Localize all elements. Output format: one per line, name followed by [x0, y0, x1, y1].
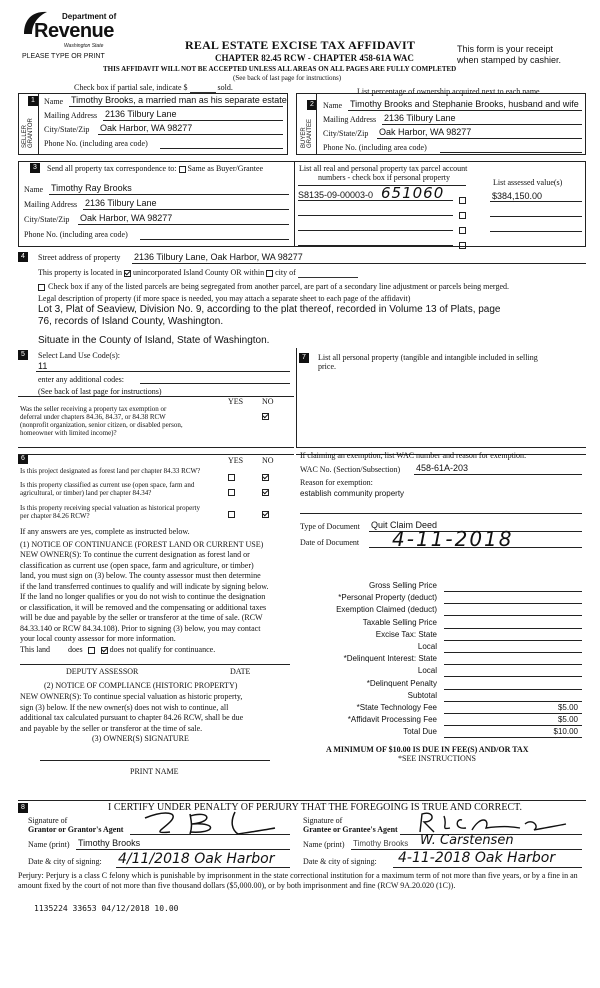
- legal-line2[interactable]: 76, records of Island County, Washington.: [38, 316, 224, 327]
- grantee-sig-label-b: Grantee or Grantee's Agent: [303, 825, 398, 834]
- section-5-number: 5: [18, 350, 28, 360]
- seller-name-line: [69, 106, 283, 107]
- sold-label: sold.: [217, 83, 233, 92]
- compliance-title: (2) NOTICE OF COMPLIANCE (HISTORIC PROPERTY): [44, 681, 238, 690]
- land-label: This land: [20, 645, 50, 654]
- section-3-divider: [294, 161, 295, 247]
- buyer-name-label: Name: [323, 101, 343, 110]
- seller-city[interactable]: Oak Harbor, WA 98277: [100, 123, 193, 133]
- fee-line: [444, 725, 582, 726]
- street-line: [132, 263, 586, 264]
- historic-no-checkbox[interactable]: [262, 511, 269, 518]
- continuance-line-2: classification as current use (open space, farm and agriculture, or timber): [20, 560, 254, 570]
- grantee-name[interactable]: Timothy Brooks: [353, 839, 409, 848]
- if-yes-note: If any answers are yes, complete as instructed below.: [20, 527, 190, 536]
- corr-address[interactable]: 2136 Tilbury Lane: [85, 198, 157, 208]
- historic-q-b: per chapter 84.26 RCW?: [20, 512, 90, 520]
- land-use-line: [36, 371, 290, 372]
- seller-city-line: [98, 134, 283, 135]
- fee-label: *State Technology Fee: [356, 703, 437, 712]
- fee-line: [444, 603, 582, 604]
- continuance-title: (1) NOTICE OF CONTINUANCE (FOREST LAND OR CURRENT USE): [20, 540, 264, 549]
- buyer-city-line: [377, 138, 582, 139]
- fee-line: [444, 652, 582, 653]
- parcel-handwritten: 651060: [381, 184, 445, 202]
- fee-line: [444, 737, 582, 738]
- fee-label: Total Due: [403, 727, 437, 737]
- sec5-no-header: NO: [262, 397, 274, 406]
- section-2-number: 2: [307, 100, 317, 110]
- does-not-qualify-checkbox[interactable]: [101, 647, 108, 654]
- land-use-code[interactable]: 11: [38, 361, 48, 371]
- segregated-checkbox[interactable]: [38, 284, 45, 291]
- legal-line1[interactable]: Lot 3, Plat of Seaview, Division No. 9, according to the plat thereof, recorded in Volume 13 of Plats, page: [38, 304, 501, 315]
- buyer-city-label: City/State/Zip: [323, 129, 369, 138]
- assessed-row1-line: [490, 201, 582, 202]
- fee-value[interactable]: $5.00: [557, 703, 578, 712]
- assessed-header: List assessed value(s): [493, 178, 563, 187]
- dept-line1: Department of: [62, 12, 117, 21]
- parcel-row4-checkbox-wrap: [459, 236, 466, 254]
- exemption-q4: homeowner with limited income)?: [20, 429, 117, 437]
- compliance-line-4: and payable by the seller or transferor at the time of sale.: [20, 723, 203, 733]
- buyer-name[interactable]: Timothy Brooks and Stephanie Brooks, husband and wife: [350, 99, 579, 109]
- current-use-yes-wrap: [228, 483, 235, 501]
- fee-line: [444, 689, 582, 690]
- current-use-yes-checkbox[interactable]: [228, 489, 235, 496]
- fee-label: Taxable Selling Price: [362, 617, 437, 627]
- buyer-side-label: BUYER GRANTEE: [301, 118, 313, 148]
- continuance-line-3: land, you must sign on (3) below. The county assessor must then determine: [20, 571, 261, 580]
- historic-yes-checkbox[interactable]: [228, 511, 235, 518]
- parcel-row4-line[interactable]: [298, 245, 453, 246]
- parcel-row3-checkbox[interactable]: [459, 227, 466, 234]
- located-mid: unincorporated Island County OR within: [132, 268, 265, 277]
- parcel-number[interactable]: S8135-09-00003-0: [298, 190, 374, 200]
- buyer-phone-line[interactable]: [440, 152, 582, 153]
- owner-signature-line[interactable]: [40, 760, 270, 761]
- reason-line[interactable]: [300, 513, 582, 514]
- exemption-q3: (nonprofit organization, senior citizen, or disabled person,: [20, 421, 183, 429]
- partial-sale-amount[interactable]: [190, 83, 216, 93]
- corr-city-line: [78, 224, 289, 225]
- deputy-date-label: DATE: [230, 667, 251, 676]
- fee-value[interactable]: $10.00: [553, 727, 578, 737]
- located-pre: This property is located in: [38, 268, 122, 277]
- see-instructions: *SEE INSTRUCTIONS: [398, 754, 477, 763]
- fee-line: [444, 713, 582, 714]
- forest-yes-checkbox[interactable]: [228, 474, 235, 481]
- city-of-field[interactable]: [298, 268, 358, 278]
- grantee-sig-label-a: Signature of: [303, 816, 343, 825]
- current-use-q-b: agricultural, or timber) land per chapter 84.34?: [20, 489, 152, 497]
- assessed-value[interactable]: $384,150.00: [492, 191, 543, 201]
- buyer-city[interactable]: Oak Harbor, WA 98277: [379, 127, 472, 137]
- grantor-date-label: Date & city of signing:: [28, 857, 102, 866]
- same-as-buyer-checkbox[interactable]: [179, 166, 186, 173]
- parcel-header2: numbers - check box if personal property: [318, 173, 450, 182]
- segregated-row: [38, 282, 509, 291]
- deputy-label: DEPUTY ASSESSOR: [66, 667, 139, 676]
- does-not-label: does not qualify for continuance.: [109, 645, 216, 654]
- segregated-label: Check box if any of the listed parcels are being segregated from another parcel, are part of a secondary line adjustment or parcels being merged.: [48, 282, 509, 291]
- buyer-name-line: [348, 110, 582, 111]
- grantee-date-city[interactable]: 4-11-2018 Oak Harbor: [398, 850, 556, 866]
- partial-sale-label: Check box if partial sale, indicate $: [74, 83, 188, 92]
- current-use-no-checkbox[interactable]: [262, 489, 269, 496]
- fee-label: Local: [417, 642, 437, 651]
- fee-line: [444, 664, 582, 665]
- section-5-divider: [18, 396, 294, 397]
- continuance-line-9: your local county assessor for more information.: [20, 634, 176, 643]
- grantee-name-label: Name (print): [303, 840, 345, 849]
- buyer-phone-label: Phone No. (including area code): [323, 143, 427, 152]
- legal-label: Legal description of property (if more space is needed, you may attach a separate sheet to each page of the affidavit): [38, 294, 411, 303]
- street-label: Street address of property: [38, 253, 121, 262]
- fee-label: Local: [417, 666, 437, 676]
- send-correspondence: [47, 164, 263, 173]
- recording-stamp: 1135224 33653 04/12/2018 10.00: [34, 904, 179, 913]
- compliance-line-3: additional tax calculated pursuant to chapter 84.26 RCW, shall be due: [20, 713, 244, 722]
- seller-phone-line[interactable]: [160, 148, 283, 149]
- fee-line: [444, 628, 582, 629]
- continuance-line-7: will be due and payable by the seller or transferor at the time of sale. (RCW: [20, 613, 263, 622]
- form-subtitle: CHAPTER 82.45 RCW - CHAPTER 458-61A WAC: [215, 53, 414, 63]
- fee-line: [444, 640, 582, 641]
- fee-label: Subtotal: [407, 690, 437, 700]
- seller-name-label: Name: [44, 97, 64, 106]
- doc-date-label: Date of Document: [300, 538, 360, 547]
- does-qualify-checkbox[interactable]: [88, 647, 95, 654]
- send-label: Send all property tax correspondence to:: [47, 164, 177, 173]
- seller-city-label: City/State/Zip: [44, 125, 90, 134]
- parcel-row3-line[interactable]: [298, 230, 453, 231]
- fee-label: *Delinquent Penalty: [366, 678, 437, 688]
- located-post: city of: [275, 268, 296, 277]
- historic-q-a: Is this property receiving special valuation as historical property: [20, 504, 201, 512]
- corr-name[interactable]: Timothy Ray Brooks: [51, 183, 132, 193]
- qualify-row: [20, 645, 215, 654]
- legal-line3[interactable]: Situate in the County of Island, State of Washington.: [38, 335, 270, 346]
- seller-phone-label: Phone No. (including area code): [44, 139, 148, 148]
- perjury-notice: Perjury: Perjury is a class C felony which is punishable by imprisonment in the state correctional institution for a maximum term of not more than five years, or by a fine in an amount fixed by the court of not more than five thousand dollars ($5,000.00), or by both imprisonment and fine (RCW 9A.20.020 (1C)).: [18, 871, 578, 890]
- grantor-date-line: [116, 867, 290, 868]
- dept-line3: Washington State: [64, 43, 104, 49]
- print-name-label: PRINT NAME: [130, 767, 179, 776]
- section-7-number: 7: [299, 353, 309, 363]
- unincorporated-checkbox[interactable]: [124, 270, 131, 277]
- corr-address-label: Mailing Address: [24, 200, 78, 209]
- corr-name-label: Name: [24, 185, 44, 194]
- city-checkbox[interactable]: [266, 270, 273, 277]
- exemption-no-checkbox[interactable]: [262, 413, 269, 420]
- seller-address[interactable]: 2136 Tilbury Lane: [105, 109, 177, 119]
- land-use-see-back: (See back of last page for instructions): [38, 387, 162, 396]
- grantor-sig-label-a: Signature of: [28, 816, 68, 825]
- fee-line: [444, 615, 582, 616]
- compliance-line-2: sign (3) below. If the new owner(s) does not wish to continue, all: [20, 702, 229, 712]
- located-row: [38, 268, 358, 278]
- form-warning: THIS AFFIDAVIT WILL NOT BE ACCEPTED UNLESS ALL AREAS ON ALL PAGES ARE FULLY COMPLETED: [103, 65, 457, 73]
- historic-no-wrap: [262, 505, 269, 523]
- doc-type-label: Type of Document: [300, 522, 360, 531]
- continuance-line-4: if the land transferred continues to qualify and will indicate by signing below.: [20, 581, 269, 591]
- section-7-box: [296, 348, 586, 448]
- section-4-number: 4: [18, 252, 28, 262]
- same-as-buyer-label: Same as Buyer/Grantee: [187, 164, 264, 173]
- section-6-number: 6: [18, 454, 28, 464]
- dept-line2: Revenue: [34, 20, 114, 42]
- reason-value[interactable]: establish community property: [300, 489, 405, 498]
- grantee-date-label: Date & city of signing:: [303, 857, 377, 866]
- additional-codes-line[interactable]: [140, 383, 290, 384]
- grantee-date-line: [393, 867, 582, 868]
- dor-logo: [20, 8, 120, 52]
- fee-line: [444, 591, 582, 592]
- parcel-row1-checkbox[interactable]: [459, 197, 466, 204]
- fee-line: [444, 676, 582, 677]
- parcel-header1: List all real and personal property tax parcel account: [299, 164, 468, 173]
- sec6-yes-header: YES: [228, 456, 244, 465]
- corr-city-label: City/State/Zip: [24, 215, 70, 224]
- minimum-note: A MINIMUM OF $10.00 IS DUE IN FEE(S) AND/OR TAX: [326, 745, 529, 754]
- continuance-line-5: If the land no longer qualifies or you do not wish to continue the designation: [20, 592, 266, 601]
- grantor-name-line: [76, 849, 290, 850]
- grantor-sig-label-b: Grantor or Grantor's Agent: [28, 825, 124, 834]
- buyer-side-divider: [316, 93, 317, 155]
- doc-date-line: [369, 547, 582, 548]
- partial-sale-row: [74, 83, 233, 93]
- section-8-number: 8: [18, 803, 28, 813]
- does-label: does: [68, 645, 83, 654]
- buyer-address-line: [382, 124, 582, 125]
- seller-address-line: [103, 120, 283, 121]
- land-use-label: Select Land Use Code(s):: [38, 351, 120, 360]
- doc-type[interactable]: Quit Claim Deed: [371, 520, 438, 530]
- fee-label: *Affidavit Processing Fee: [347, 715, 437, 725]
- exemption-no-wrap: [262, 407, 269, 425]
- seller-name[interactable]: Timothy Brooks, a married man as his separate estate: [71, 95, 287, 105]
- continuance-line-6: or classification, it will be removed and the compensating or additional taxes: [20, 602, 267, 612]
- historic-yes-wrap: [228, 505, 235, 523]
- personal-label1: List all personal property (tangible and intangible included in selling: [318, 353, 538, 362]
- see-back-note: (See back of last page for instructions): [233, 74, 342, 82]
- seller-address-label: Mailing Address: [44, 111, 98, 120]
- wac-line: [414, 474, 582, 475]
- fee-value[interactable]: $5.00: [557, 715, 578, 725]
- fee-label: *Delinquent Interest: State: [343, 654, 437, 664]
- sec6-no-header: NO: [262, 456, 274, 465]
- form-title: REAL ESTATE EXCISE TAX AFFIDAVIT: [185, 38, 416, 52]
- receipt-line1: This form is your receipt: [457, 44, 554, 54]
- grantee-name-hand[interactable]: W. Carstensen: [420, 833, 514, 848]
- grantor-sig-line: [130, 834, 290, 835]
- deputy-signature-line[interactable]: [20, 664, 290, 665]
- ownership-note: List percentage of ownership acquired next to each name.: [357, 87, 542, 96]
- certify-statement: I CERTIFY UNDER PENALTY OF PERJURY THAT THE FOREGOING IS TRUE AND CORRECT.: [108, 802, 522, 813]
- section-8-top: [18, 800, 586, 801]
- seller-side-divider: [38, 93, 39, 155]
- fee-line: [444, 701, 582, 702]
- corr-address-line: [83, 209, 289, 210]
- corr-phone-line[interactable]: [140, 239, 289, 240]
- section-6-top: [18, 454, 294, 455]
- current-use-q-a: Is this property classified as current use (open space, farm and: [20, 481, 195, 489]
- fee-label: Excise Tax: State: [375, 629, 437, 639]
- wac-label: WAC No. (Section/Subsection): [300, 465, 401, 474]
- parcel-row2-checkbox[interactable]: [459, 212, 466, 219]
- owner-sig-label: (3) OWNER(S) SIGNATURE: [92, 734, 189, 743]
- seller-side-label: SELLER GRANTOR: [22, 118, 34, 148]
- grantor-name-label: Name (print): [28, 840, 70, 849]
- personal-label2: price.: [318, 362, 336, 371]
- reason-label: Reason for exemption:: [300, 478, 373, 487]
- continuance-line-1: NEW OWNER(S): To continue the current designation as forest land or: [20, 550, 250, 559]
- grantor-date-city[interactable]: 4/11/2018 Oak Harbor: [118, 851, 275, 867]
- wac-number[interactable]: 458-61A-203: [416, 463, 469, 473]
- corr-city[interactable]: Oak Harbor, WA 98277: [80, 213, 173, 223]
- corr-phone-label: Phone No. (including area code): [24, 230, 128, 239]
- exemption-q2: deferral under chapters 84.36, 84.37, or 84.38 RCW: [20, 413, 166, 421]
- please-type: PLEASE TYPE OR PRINT: [22, 53, 105, 60]
- fee-label: *Personal Property (deduct): [338, 593, 437, 603]
- assessed-row2-line[interactable]: [490, 216, 582, 217]
- grantor-name[interactable]: Timothy Brooks: [78, 838, 141, 848]
- assessed-row3-line[interactable]: [490, 231, 582, 232]
- forest-question: Is this project designated as forest land per chapter 84.33 RCW?: [20, 467, 201, 475]
- current-use-no-wrap: [262, 483, 269, 501]
- fee-label: Gross Selling Price: [368, 581, 437, 590]
- forest-no-checkbox[interactable]: [262, 474, 269, 481]
- exemption-q1: Was the seller receiving a property tax exemption or: [20, 405, 167, 413]
- continuance-line-8: 84.33.140 or RCW 84.34.108). Prior to signing (3) below, you may contact: [20, 623, 261, 633]
- parcel-row1-line: [298, 200, 453, 201]
- buyer-address-label: Mailing Address: [323, 115, 377, 124]
- wac-claim: If claiming an exemption, list WAC number and reason for exemption:: [300, 451, 527, 460]
- street-address[interactable]: 2136 Tilbury Lane, Oak Harbor, WA 98277: [134, 252, 303, 262]
- parcel-row4-checkbox[interactable]: [459, 242, 466, 249]
- buyer-address[interactable]: 2136 Tilbury Lane: [384, 113, 456, 123]
- receipt-line2: when stamped by cashier.: [457, 55, 562, 65]
- fee-label: Exemption Claimed (deduct): [336, 605, 437, 615]
- parcel-row2-line[interactable]: [298, 215, 453, 216]
- additional-codes-label: enter any additional codes:: [38, 375, 124, 384]
- doc-date[interactable]: 4-11-2018: [392, 527, 514, 551]
- compliance-line-1: NEW OWNER(S): To continue special valuation as historic property,: [20, 692, 243, 701]
- sec5-yes-header: YES: [228, 397, 244, 406]
- corr-name-line: [49, 194, 289, 195]
- section-1-number: 1: [28, 96, 38, 106]
- section-3-number: 3: [30, 163, 40, 173]
